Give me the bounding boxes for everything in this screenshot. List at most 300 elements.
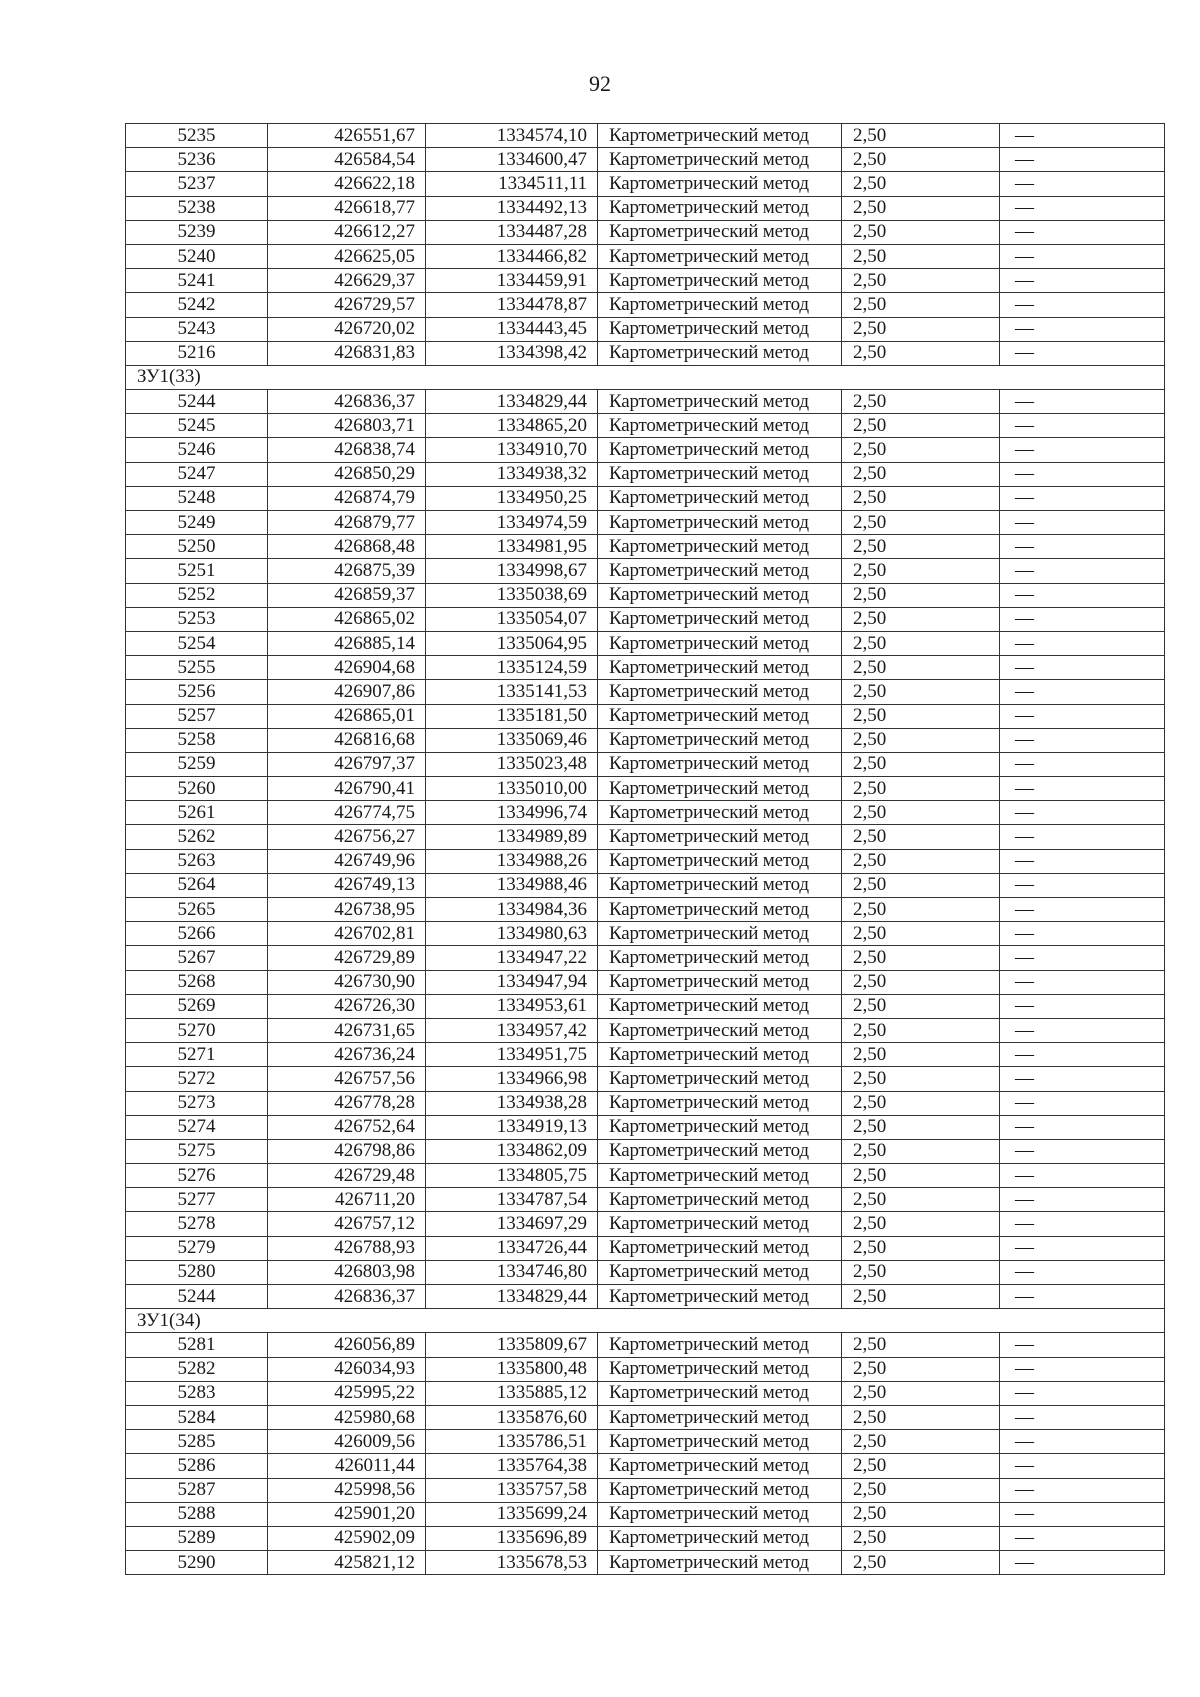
- table-row: [126, 269, 1165, 293]
- point-number-cell: 5277: [126, 1188, 268, 1212]
- description-cell: —: [1000, 728, 1165, 752]
- x-coordinate-cell: 426778,28: [268, 1091, 426, 1115]
- description-cell: —: [1000, 777, 1165, 801]
- point-number-cell: 5275: [126, 1139, 268, 1163]
- y-coordinate-cell: 1334938,32: [426, 462, 598, 486]
- description-cell: —: [1000, 801, 1165, 825]
- description-cell: —: [1000, 1115, 1165, 1139]
- description-cell: —: [1000, 994, 1165, 1018]
- point-number-cell: 5289: [126, 1526, 268, 1550]
- point-number-cell: 5290: [126, 1551, 268, 1575]
- description-cell: —: [1000, 607, 1165, 631]
- x-coordinate-cell: 426749,96: [268, 849, 426, 873]
- y-coordinate-cell: 1334974,59: [426, 511, 598, 535]
- x-coordinate-cell: 426875,39: [268, 559, 426, 583]
- method-cell: Картометрический метод: [598, 220, 842, 244]
- table-row: [126, 511, 1165, 535]
- y-coordinate-cell: 1334996,74: [426, 801, 598, 825]
- y-coordinate-cell: 1335010,00: [426, 777, 598, 801]
- table-row: [126, 656, 1165, 680]
- table-row: [126, 559, 1165, 583]
- y-coordinate-cell: 1334998,67: [426, 559, 598, 583]
- accuracy-cell: 2,50: [842, 341, 1000, 365]
- y-coordinate-cell: 1334787,54: [426, 1188, 598, 1212]
- description-cell: —: [1000, 414, 1165, 438]
- y-coordinate-cell: 1334989,89: [426, 825, 598, 849]
- x-coordinate-cell: 426757,56: [268, 1067, 426, 1091]
- point-number-cell: 5240: [126, 244, 268, 268]
- method-cell: Картометрический метод: [598, 1526, 842, 1550]
- point-number-cell: 5258: [126, 728, 268, 752]
- point-number-cell: 5261: [126, 801, 268, 825]
- accuracy-cell: 2,50: [842, 220, 1000, 244]
- accuracy-cell: 2,50: [842, 1333, 1000, 1357]
- accuracy-cell: 2,50: [842, 777, 1000, 801]
- description-cell: —: [1000, 1067, 1165, 1091]
- point-number-cell: 5274: [126, 1115, 268, 1139]
- point-number-cell: 5250: [126, 535, 268, 559]
- table-row: [126, 1115, 1165, 1139]
- y-coordinate-cell: 1334988,46: [426, 873, 598, 897]
- y-coordinate-cell: 1334951,75: [426, 1043, 598, 1067]
- x-coordinate-cell: 426738,95: [268, 898, 426, 922]
- method-cell: Картометрический метод: [598, 607, 842, 631]
- x-coordinate-cell: 426731,65: [268, 1018, 426, 1042]
- x-coordinate-cell: 425980,68: [268, 1405, 426, 1429]
- x-coordinate-cell: 426838,74: [268, 438, 426, 462]
- method-cell: Картометрический метод: [598, 438, 842, 462]
- point-number-cell: 5262: [126, 825, 268, 849]
- point-number-cell: 5278: [126, 1212, 268, 1236]
- description-cell: —: [1000, 849, 1165, 873]
- accuracy-cell: 2,50: [842, 244, 1000, 268]
- description-cell: —: [1000, 1188, 1165, 1212]
- accuracy-cell: 2,50: [842, 1164, 1000, 1188]
- method-cell: Картометрический метод: [598, 196, 842, 220]
- x-coordinate-cell: 426790,41: [268, 777, 426, 801]
- y-coordinate-cell: 1334443,45: [426, 317, 598, 341]
- description-cell: —: [1000, 1430, 1165, 1454]
- table-row: [126, 631, 1165, 655]
- accuracy-cell: 2,50: [842, 607, 1000, 631]
- point-number-cell: 5255: [126, 656, 268, 680]
- method-cell: Картометрический метод: [598, 946, 842, 970]
- x-coordinate-cell: 426850,29: [268, 462, 426, 486]
- accuracy-cell: 2,50: [842, 728, 1000, 752]
- accuracy-cell: 2,50: [842, 1212, 1000, 1236]
- method-cell: Картометрический метод: [598, 752, 842, 776]
- description-cell: —: [1000, 196, 1165, 220]
- accuracy-cell: 2,50: [842, 293, 1000, 317]
- accuracy-cell: 2,50: [842, 462, 1000, 486]
- point-number-cell: 5286: [126, 1454, 268, 1478]
- description-cell: —: [1000, 1285, 1165, 1309]
- method-cell: Картометрический метод: [598, 922, 842, 946]
- table-row: [126, 970, 1165, 994]
- description-cell: —: [1000, 583, 1165, 607]
- table-row: [126, 1405, 1165, 1429]
- description-cell: —: [1000, 1357, 1165, 1381]
- accuracy-cell: 2,50: [842, 1405, 1000, 1429]
- description-cell: —: [1000, 631, 1165, 655]
- description-cell: —: [1000, 1381, 1165, 1405]
- table-row: [126, 946, 1165, 970]
- point-number-cell: 5267: [126, 946, 268, 970]
- x-coordinate-cell: 426622,18: [268, 172, 426, 196]
- method-cell: Картометрический метод: [598, 1357, 842, 1381]
- description-cell: —: [1000, 898, 1165, 922]
- point-number-cell: 5244: [126, 1285, 268, 1309]
- y-coordinate-cell: 1334511,11: [426, 172, 598, 196]
- page-number: 92: [589, 71, 611, 96]
- method-cell: Картометрический метод: [598, 1164, 842, 1188]
- accuracy-cell: 2,50: [842, 631, 1000, 655]
- point-number-cell: 5236: [126, 148, 268, 172]
- point-number-cell: 5248: [126, 486, 268, 510]
- table-row: [126, 728, 1165, 752]
- method-cell: Картометрический метод: [598, 704, 842, 728]
- accuracy-cell: 2,50: [842, 1018, 1000, 1042]
- x-coordinate-cell: 426831,83: [268, 341, 426, 365]
- accuracy-cell: 2,50: [842, 559, 1000, 583]
- description-cell: —: [1000, 269, 1165, 293]
- description-cell: —: [1000, 1405, 1165, 1429]
- y-coordinate-cell: 1334805,75: [426, 1164, 598, 1188]
- point-number-cell: 5249: [126, 511, 268, 535]
- y-coordinate-cell: 1334492,13: [426, 196, 598, 220]
- method-cell: Картометрический метод: [598, 511, 842, 535]
- table-row: [126, 1454, 1165, 1478]
- table-row: [126, 1478, 1165, 1502]
- x-coordinate-cell: 426736,24: [268, 1043, 426, 1067]
- table-row: [126, 607, 1165, 631]
- x-coordinate-cell: 426034,93: [268, 1357, 426, 1381]
- y-coordinate-cell: 1335023,48: [426, 752, 598, 776]
- y-coordinate-cell: 1334746,80: [426, 1260, 598, 1284]
- accuracy-cell: 2,50: [842, 1430, 1000, 1454]
- y-coordinate-cell: 1335124,59: [426, 656, 598, 680]
- accuracy-cell: 2,50: [842, 390, 1000, 414]
- description-cell: —: [1000, 656, 1165, 680]
- method-cell: Картометрический метод: [598, 414, 842, 438]
- description-cell: —: [1000, 172, 1165, 196]
- y-coordinate-cell: 1335678,53: [426, 1551, 598, 1575]
- accuracy-cell: 2,50: [842, 583, 1000, 607]
- y-coordinate-cell: 1334697,29: [426, 1212, 598, 1236]
- table-row: [126, 801, 1165, 825]
- description-cell: —: [1000, 486, 1165, 510]
- y-coordinate-cell: 1334938,28: [426, 1091, 598, 1115]
- accuracy-cell: 2,50: [842, 849, 1000, 873]
- method-cell: Картометрический метод: [598, 559, 842, 583]
- table-row: [126, 1526, 1165, 1550]
- table-row: [126, 1164, 1165, 1188]
- description-cell: —: [1000, 244, 1165, 268]
- accuracy-cell: 2,50: [842, 414, 1000, 438]
- x-coordinate-cell: 426757,12: [268, 1212, 426, 1236]
- y-coordinate-cell: 1334981,95: [426, 535, 598, 559]
- method-cell: Картометрический метод: [598, 849, 842, 873]
- point-number-cell: 5264: [126, 873, 268, 897]
- description-cell: —: [1000, 1478, 1165, 1502]
- y-coordinate-cell: 1335069,46: [426, 728, 598, 752]
- x-coordinate-cell: 426788,93: [268, 1236, 426, 1260]
- y-coordinate-cell: 1334459,91: [426, 269, 598, 293]
- x-coordinate-cell: 426836,37: [268, 1285, 426, 1309]
- method-cell: Картометрический метод: [598, 680, 842, 704]
- method-cell: Картометрический метод: [598, 172, 842, 196]
- accuracy-cell: 2,50: [842, 1478, 1000, 1502]
- description-cell: —: [1000, 1502, 1165, 1526]
- table-row: [126, 1067, 1165, 1091]
- x-coordinate-cell: 426720,02: [268, 317, 426, 341]
- y-coordinate-cell: 1335757,58: [426, 1478, 598, 1502]
- y-coordinate-cell: 1334574,10: [426, 124, 598, 148]
- method-cell: Картометрический метод: [598, 1018, 842, 1042]
- accuracy-cell: 2,50: [842, 269, 1000, 293]
- accuracy-cell: 2,50: [842, 1260, 1000, 1284]
- table-row: [126, 1091, 1165, 1115]
- method-cell: Картометрический метод: [598, 1091, 842, 1115]
- description-cell: —: [1000, 1018, 1165, 1042]
- point-number-cell: 5287: [126, 1478, 268, 1502]
- table-row: [126, 196, 1165, 220]
- method-cell: Картометрический метод: [598, 1285, 842, 1309]
- method-cell: Картометрический метод: [598, 317, 842, 341]
- table-row: [126, 148, 1165, 172]
- y-coordinate-cell: 1334726,44: [426, 1236, 598, 1260]
- table-row: [126, 1236, 1165, 1260]
- method-cell: Картометрический метод: [598, 873, 842, 897]
- point-number-cell: 5252: [126, 583, 268, 607]
- accuracy-cell: 2,50: [842, 946, 1000, 970]
- point-number-cell: 5281: [126, 1333, 268, 1357]
- y-coordinate-cell: 1334988,26: [426, 849, 598, 873]
- y-coordinate-cell: 1335064,95: [426, 631, 598, 655]
- y-coordinate-cell: 1335809,67: [426, 1333, 598, 1357]
- accuracy-cell: 2,50: [842, 1454, 1000, 1478]
- x-coordinate-cell: 426865,01: [268, 704, 426, 728]
- description-cell: —: [1000, 293, 1165, 317]
- point-number-cell: 5245: [126, 414, 268, 438]
- y-coordinate-cell: 1334600,47: [426, 148, 598, 172]
- description-cell: —: [1000, 946, 1165, 970]
- method-cell: Картометрический метод: [598, 1478, 842, 1502]
- description-cell: —: [1000, 462, 1165, 486]
- method-cell: Картометрический метод: [598, 1405, 842, 1429]
- point-number-cell: 5237: [126, 172, 268, 196]
- x-coordinate-cell: 426749,13: [268, 873, 426, 897]
- point-number-cell: 5285: [126, 1430, 268, 1454]
- y-coordinate-cell: 1334829,44: [426, 390, 598, 414]
- y-coordinate-cell: 1334950,25: [426, 486, 598, 510]
- table-row: [126, 293, 1165, 317]
- method-cell: Картометрический метод: [598, 1188, 842, 1212]
- accuracy-cell: 2,50: [842, 511, 1000, 535]
- description-cell: —: [1000, 1236, 1165, 1260]
- point-number-cell: 5272: [126, 1067, 268, 1091]
- method-cell: Картометрический метод: [598, 728, 842, 752]
- table-row: [126, 680, 1165, 704]
- table-row: [126, 124, 1165, 148]
- accuracy-cell: 2,50: [842, 1502, 1000, 1526]
- accuracy-cell: 2,50: [842, 656, 1000, 680]
- x-coordinate-cell: 426803,98: [268, 1260, 426, 1284]
- method-cell: Картометрический метод: [598, 1430, 842, 1454]
- x-coordinate-cell: 425995,22: [268, 1381, 426, 1405]
- section-title: ЗУ1(34): [126, 1309, 1165, 1333]
- table-row: [126, 1018, 1165, 1042]
- method-cell: Картометрический метод: [598, 293, 842, 317]
- description-cell: —: [1000, 220, 1165, 244]
- y-coordinate-cell: 1334862,09: [426, 1139, 598, 1163]
- section-header-row: [126, 365, 1165, 389]
- x-coordinate-cell: 426011,44: [268, 1454, 426, 1478]
- x-coordinate-cell: 425821,12: [268, 1551, 426, 1575]
- y-coordinate-cell: 1335786,51: [426, 1430, 598, 1454]
- point-number-cell: 5276: [126, 1164, 268, 1188]
- method-cell: Картометрический метод: [598, 1115, 842, 1139]
- accuracy-cell: 2,50: [842, 1381, 1000, 1405]
- x-coordinate-cell: 425902,09: [268, 1526, 426, 1550]
- x-coordinate-cell: 426729,89: [268, 946, 426, 970]
- description-cell: —: [1000, 825, 1165, 849]
- section-header-row: [126, 1309, 1165, 1333]
- description-cell: —: [1000, 124, 1165, 148]
- point-number-cell: 5256: [126, 680, 268, 704]
- point-number-cell: 5246: [126, 438, 268, 462]
- description-cell: —: [1000, 1164, 1165, 1188]
- method-cell: Картометрический метод: [598, 341, 842, 365]
- x-coordinate-cell: 426729,57: [268, 293, 426, 317]
- table-row: [126, 1502, 1165, 1526]
- method-cell: Картометрический метод: [598, 970, 842, 994]
- x-coordinate-cell: 426726,30: [268, 994, 426, 1018]
- table-row: [126, 849, 1165, 873]
- y-coordinate-cell: 1334947,94: [426, 970, 598, 994]
- y-coordinate-cell: 1334398,42: [426, 341, 598, 365]
- table-row: [126, 486, 1165, 510]
- point-number-cell: 5259: [126, 752, 268, 776]
- table-row: [126, 1139, 1165, 1163]
- x-coordinate-cell: 425901,20: [268, 1502, 426, 1526]
- point-number-cell: 5279: [126, 1236, 268, 1260]
- method-cell: Картометрический метод: [598, 631, 842, 655]
- y-coordinate-cell: 1334953,61: [426, 994, 598, 1018]
- x-coordinate-cell: 426836,37: [268, 390, 426, 414]
- x-coordinate-cell: 426584,54: [268, 148, 426, 172]
- accuracy-cell: 2,50: [842, 1357, 1000, 1381]
- x-coordinate-cell: 426885,14: [268, 631, 426, 655]
- table-row: [126, 535, 1165, 559]
- x-coordinate-cell: 426803,71: [268, 414, 426, 438]
- table-row: [126, 1260, 1165, 1284]
- x-coordinate-cell: 426056,89: [268, 1333, 426, 1357]
- x-coordinate-cell: 426009,56: [268, 1430, 426, 1454]
- y-coordinate-cell: 1334980,63: [426, 922, 598, 946]
- description-cell: —: [1000, 1043, 1165, 1067]
- table-row: [126, 1212, 1165, 1236]
- method-cell: Картометрический метод: [598, 898, 842, 922]
- accuracy-cell: 2,50: [842, 825, 1000, 849]
- y-coordinate-cell: 1335696,89: [426, 1526, 598, 1550]
- x-coordinate-cell: 426752,64: [268, 1115, 426, 1139]
- description-cell: —: [1000, 873, 1165, 897]
- method-cell: Картометрический метод: [598, 1454, 842, 1478]
- y-coordinate-cell: 1334957,42: [426, 1018, 598, 1042]
- accuracy-cell: 2,50: [842, 486, 1000, 510]
- y-coordinate-cell: 1334478,87: [426, 293, 598, 317]
- x-coordinate-cell: 426874,79: [268, 486, 426, 510]
- y-coordinate-cell: 1335141,53: [426, 680, 598, 704]
- accuracy-cell: 2,50: [842, 970, 1000, 994]
- accuracy-cell: 2,50: [842, 898, 1000, 922]
- method-cell: Картометрический метод: [598, 1551, 842, 1575]
- table-row: [126, 1285, 1165, 1309]
- method-cell: Картометрический метод: [598, 1212, 842, 1236]
- point-number-cell: 5283: [126, 1381, 268, 1405]
- method-cell: Картометрический метод: [598, 1139, 842, 1163]
- method-cell: Картометрический метод: [598, 124, 842, 148]
- table-row: [126, 1430, 1165, 1454]
- method-cell: Картометрический метод: [598, 269, 842, 293]
- table-row: [126, 1551, 1165, 1575]
- table-row: [126, 317, 1165, 341]
- method-cell: Картометрический метод: [598, 1333, 842, 1357]
- description-cell: —: [1000, 1526, 1165, 1550]
- point-number-cell: 5266: [126, 922, 268, 946]
- x-coordinate-cell: 426865,02: [268, 607, 426, 631]
- y-coordinate-cell: 1334466,82: [426, 244, 598, 268]
- point-number-cell: 5253: [126, 607, 268, 631]
- point-number-cell: 5260: [126, 777, 268, 801]
- section-title: ЗУ1(33): [126, 365, 1165, 389]
- accuracy-cell: 2,50: [842, 438, 1000, 462]
- point-number-cell: 5247: [126, 462, 268, 486]
- y-coordinate-cell: 1335054,07: [426, 607, 598, 631]
- point-number-cell: 5251: [126, 559, 268, 583]
- y-coordinate-cell: 1335764,38: [426, 1454, 598, 1478]
- x-coordinate-cell: 426907,86: [268, 680, 426, 704]
- table-row: [126, 414, 1165, 438]
- y-coordinate-cell: 1335876,60: [426, 1405, 598, 1429]
- point-number-cell: 5235: [126, 124, 268, 148]
- y-coordinate-cell: 1334947,22: [426, 946, 598, 970]
- x-coordinate-cell: 426702,81: [268, 922, 426, 946]
- method-cell: Картометрический метод: [598, 1236, 842, 1260]
- y-coordinate-cell: 1335699,24: [426, 1502, 598, 1526]
- table-row: [126, 777, 1165, 801]
- x-coordinate-cell: 426879,77: [268, 511, 426, 535]
- description-cell: —: [1000, 1454, 1165, 1478]
- table-row: [126, 583, 1165, 607]
- method-cell: Картометрический метод: [598, 1067, 842, 1091]
- point-number-cell: 5273: [126, 1091, 268, 1115]
- coordinates-table: [125, 123, 1165, 1575]
- method-cell: Картометрический метод: [598, 994, 842, 1018]
- description-cell: —: [1000, 341, 1165, 365]
- description-cell: —: [1000, 390, 1165, 414]
- x-coordinate-cell: 426868,48: [268, 535, 426, 559]
- description-cell: —: [1000, 535, 1165, 559]
- point-number-cell: 5238: [126, 196, 268, 220]
- accuracy-cell: 2,50: [842, 680, 1000, 704]
- description-cell: —: [1000, 704, 1165, 728]
- y-coordinate-cell: 1335800,48: [426, 1357, 598, 1381]
- table-row: [126, 1043, 1165, 1067]
- description-cell: —: [1000, 438, 1165, 462]
- table-row: [126, 752, 1165, 776]
